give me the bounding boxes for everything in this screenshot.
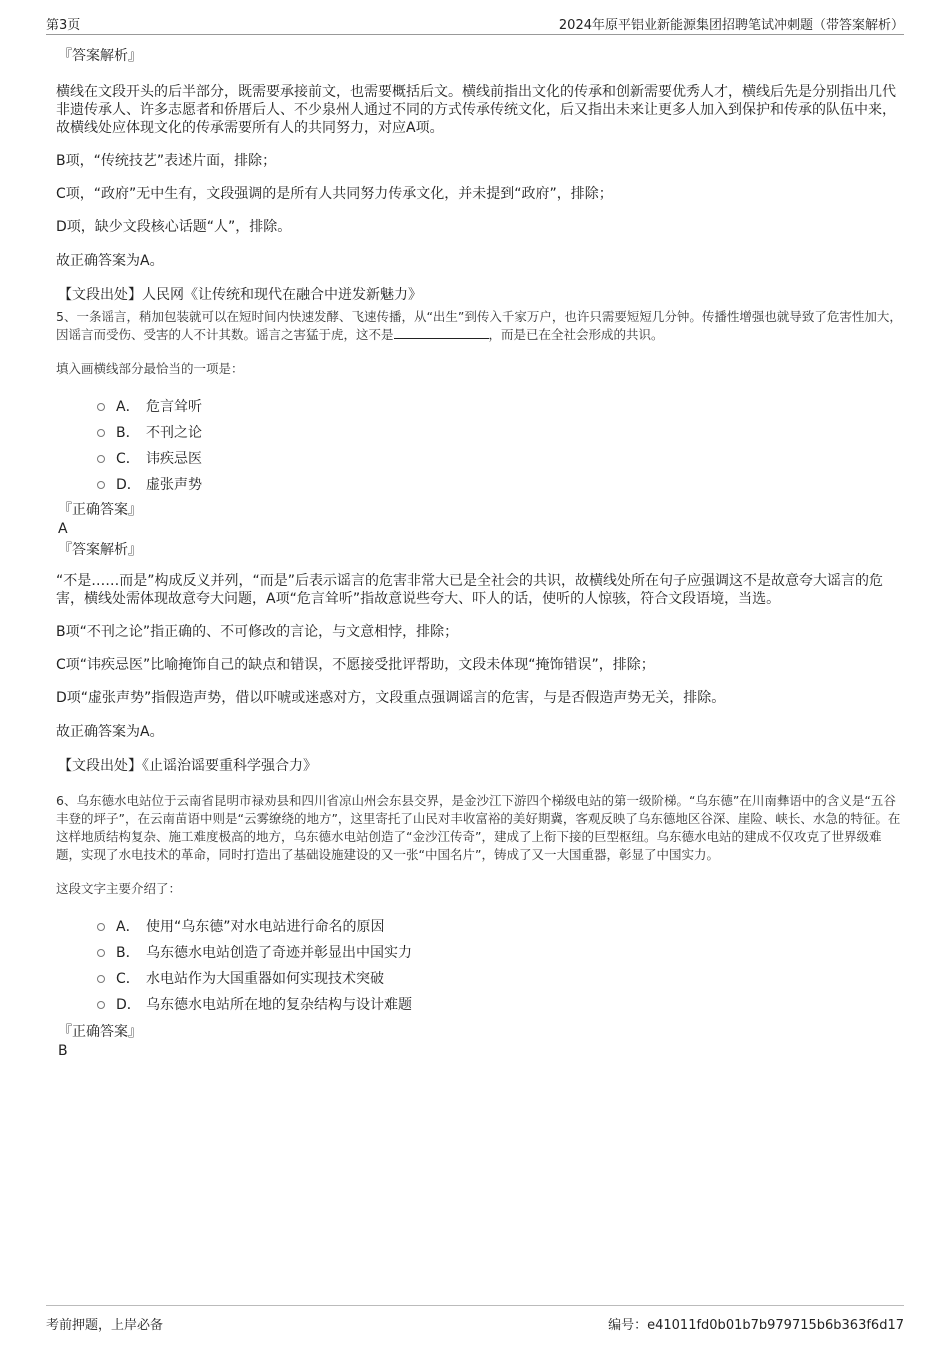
q6-option-a[interactable]: A． 使用“乌东德”对水电站进行命名的原因 [56,914,902,940]
q5-answer-label: 『正确答案』 [58,502,142,518]
radio-icon[interactable] [97,975,105,983]
q4-analysis-b: B项，“传统技艺”表述片面，排除； [56,153,277,169]
q5-prompt: 填入画横线部分最恰当的一项是： [56,361,244,376]
document-id: 编号：e41011fd0b01b7b979715b6b363f6d17 [608,1318,904,1333]
q5-option-a[interactable]: A． 危言耸听 [56,394,902,420]
radio-icon[interactable] [97,403,105,411]
q5-stem [56,308,902,344]
q4-analysis-c: C项，“政府”无中生有，文段强调的是所有人共同努力传承文化，并未提到“政府”，排除； [56,186,613,202]
q4-analysis-main: 横线在文段开头的后半部分，既需要承接前文，也需要概括后文。横线前指出文化的传承和创新需要优秀人才，横线后先是分别指出几代非遗传承人、许多志愿者和侨厝后人、不少泉州人通过不同的方式传承传统文化，后又指出未来让更多人加入到保护和传承的队伍中来，故横线处应体现文化的传承需要所有人的共同努力，对应A项。 [56,84,896,136]
radio-icon[interactable] [97,429,105,437]
q5-conclusion: 故正确答案为A。 [56,724,164,740]
q5-option-c[interactable]: C． 讳疾忌医 [56,446,902,472]
document-title: 2024年原平铝业新能源集团招聘笔试冲刺题（带答案解析） [558,18,904,33]
q6-option-d[interactable]: D． 乌东德水电站所在地的复杂结构与设计难题 [56,992,902,1018]
q6-option-b[interactable]: B． 乌东德水电站创造了奇迹并彰显出中国实力 [56,940,902,966]
q6-stem: 6、乌东德水电站位于云南省昆明市禄劝县和四川省凉山州会东县交界，是金沙江下游四个梯级电站的第一级阶梯。“乌东德”在川南彝语中的含义是“五谷丰登的坪子”，在云南苗语中则是“云雾缭绕的地方”，这里寄托了山民对丰收富裕的美好期冀，客观反映了乌东德地区谷深、崖险、峡长、水急的特征。在这样地质结构复杂、施工难度极高的地方，乌东德水电站创造了“金沙江传奇”，建成了上衔下接的巨型枢纽。乌东德水电站的建成不仅攻克了世界级难题，实现了水电技术的革命，同时打造出了基础设施建设的又一张“中国名片”，铸成了又一大国重器，彰显了中国实力。 [56,793,901,862]
q5-blank [394,326,489,339]
page-header [46,14,904,35]
q4-analysis-label: 『答案解析』 [58,48,142,64]
q6-options [56,914,902,1018]
q4-conclusion: 故正确答案为A。 [56,253,164,269]
q6-answer-label: 『正确答案』 [58,1024,142,1040]
q5-analysis-d: D项“虚张声势”指假造声势，借以吓唬或迷惑对方，文段重点强调谣言的危害，与是否假造声势无关，排除。 [56,690,726,706]
q5-analysis-b: B项“不刊之论”指正确的、不可修改的言论，与文意相悖，排除； [56,624,459,640]
q5-options [56,394,902,498]
page-content [56,46,902,1060]
footer-slogan: 考前押题，上岸必备 [46,1318,164,1333]
q5-analysis-label: 『答案解析』 [58,542,142,558]
q5-answer: A [58,521,68,537]
q5-analysis-c: C项“讳疾忌医”比喻掩饰自己的缺点和错误，不愿接受批评帮助，文段未体现“掩饰错误”，排除； [56,657,655,673]
radio-icon[interactable] [97,455,105,463]
q5-option-b[interactable]: B． 不刊之论 [56,420,902,446]
radio-icon[interactable] [97,923,105,931]
q6-option-c[interactable]: C． 水电站作为大国重器如何实现技术突破 [56,966,902,992]
q6-prompt: 这段文字主要介绍了： [56,881,182,896]
q6-answer: B [58,1043,68,1059]
q4-analysis-d: D项，缺少文段核心话题“人”，排除。 [56,219,292,235]
page-footer [46,1305,904,1336]
q5-stem-before: 5、一条谣言，稍加包装就可以在短时间内快速发酵、飞速传播，从“出生”到传入千家万户，也许只需要短短几分钟。传播性增强也就导致了危害性加大，因谣言而受伤、受害的人不计其数。谣言之害猛于虎，这不是 [56,309,902,342]
radio-icon[interactable] [97,481,105,489]
q5-option-d[interactable]: D． 虚张声势 [56,472,902,498]
q5-stem-after: ，而是已在全社会形成的共识。 [488,327,664,342]
q5-analysis-main: “不是……而是”构成反义并列，“而是”后表示谣言的危害非常大已是全社会的共识，故横线处所在句子应强调这不是故意夸大谣言的危害，横线处需体现故意夸大问题，A项“危言耸听”指故意说些夸大、吓人的话，使听的人惊骇，符合文段语境，当选。 [56,573,884,607]
radio-icon[interactable] [97,1001,105,1009]
page-number: 第3页 [46,18,81,33]
q4-source: 【文段出处】人民网《让传统和现代在融合中迸发新魅力》 [58,287,422,303]
radio-icon[interactable] [97,949,105,957]
q5-source: 【文段出处】《止谣治谣要重科学强合力》 [58,758,317,774]
